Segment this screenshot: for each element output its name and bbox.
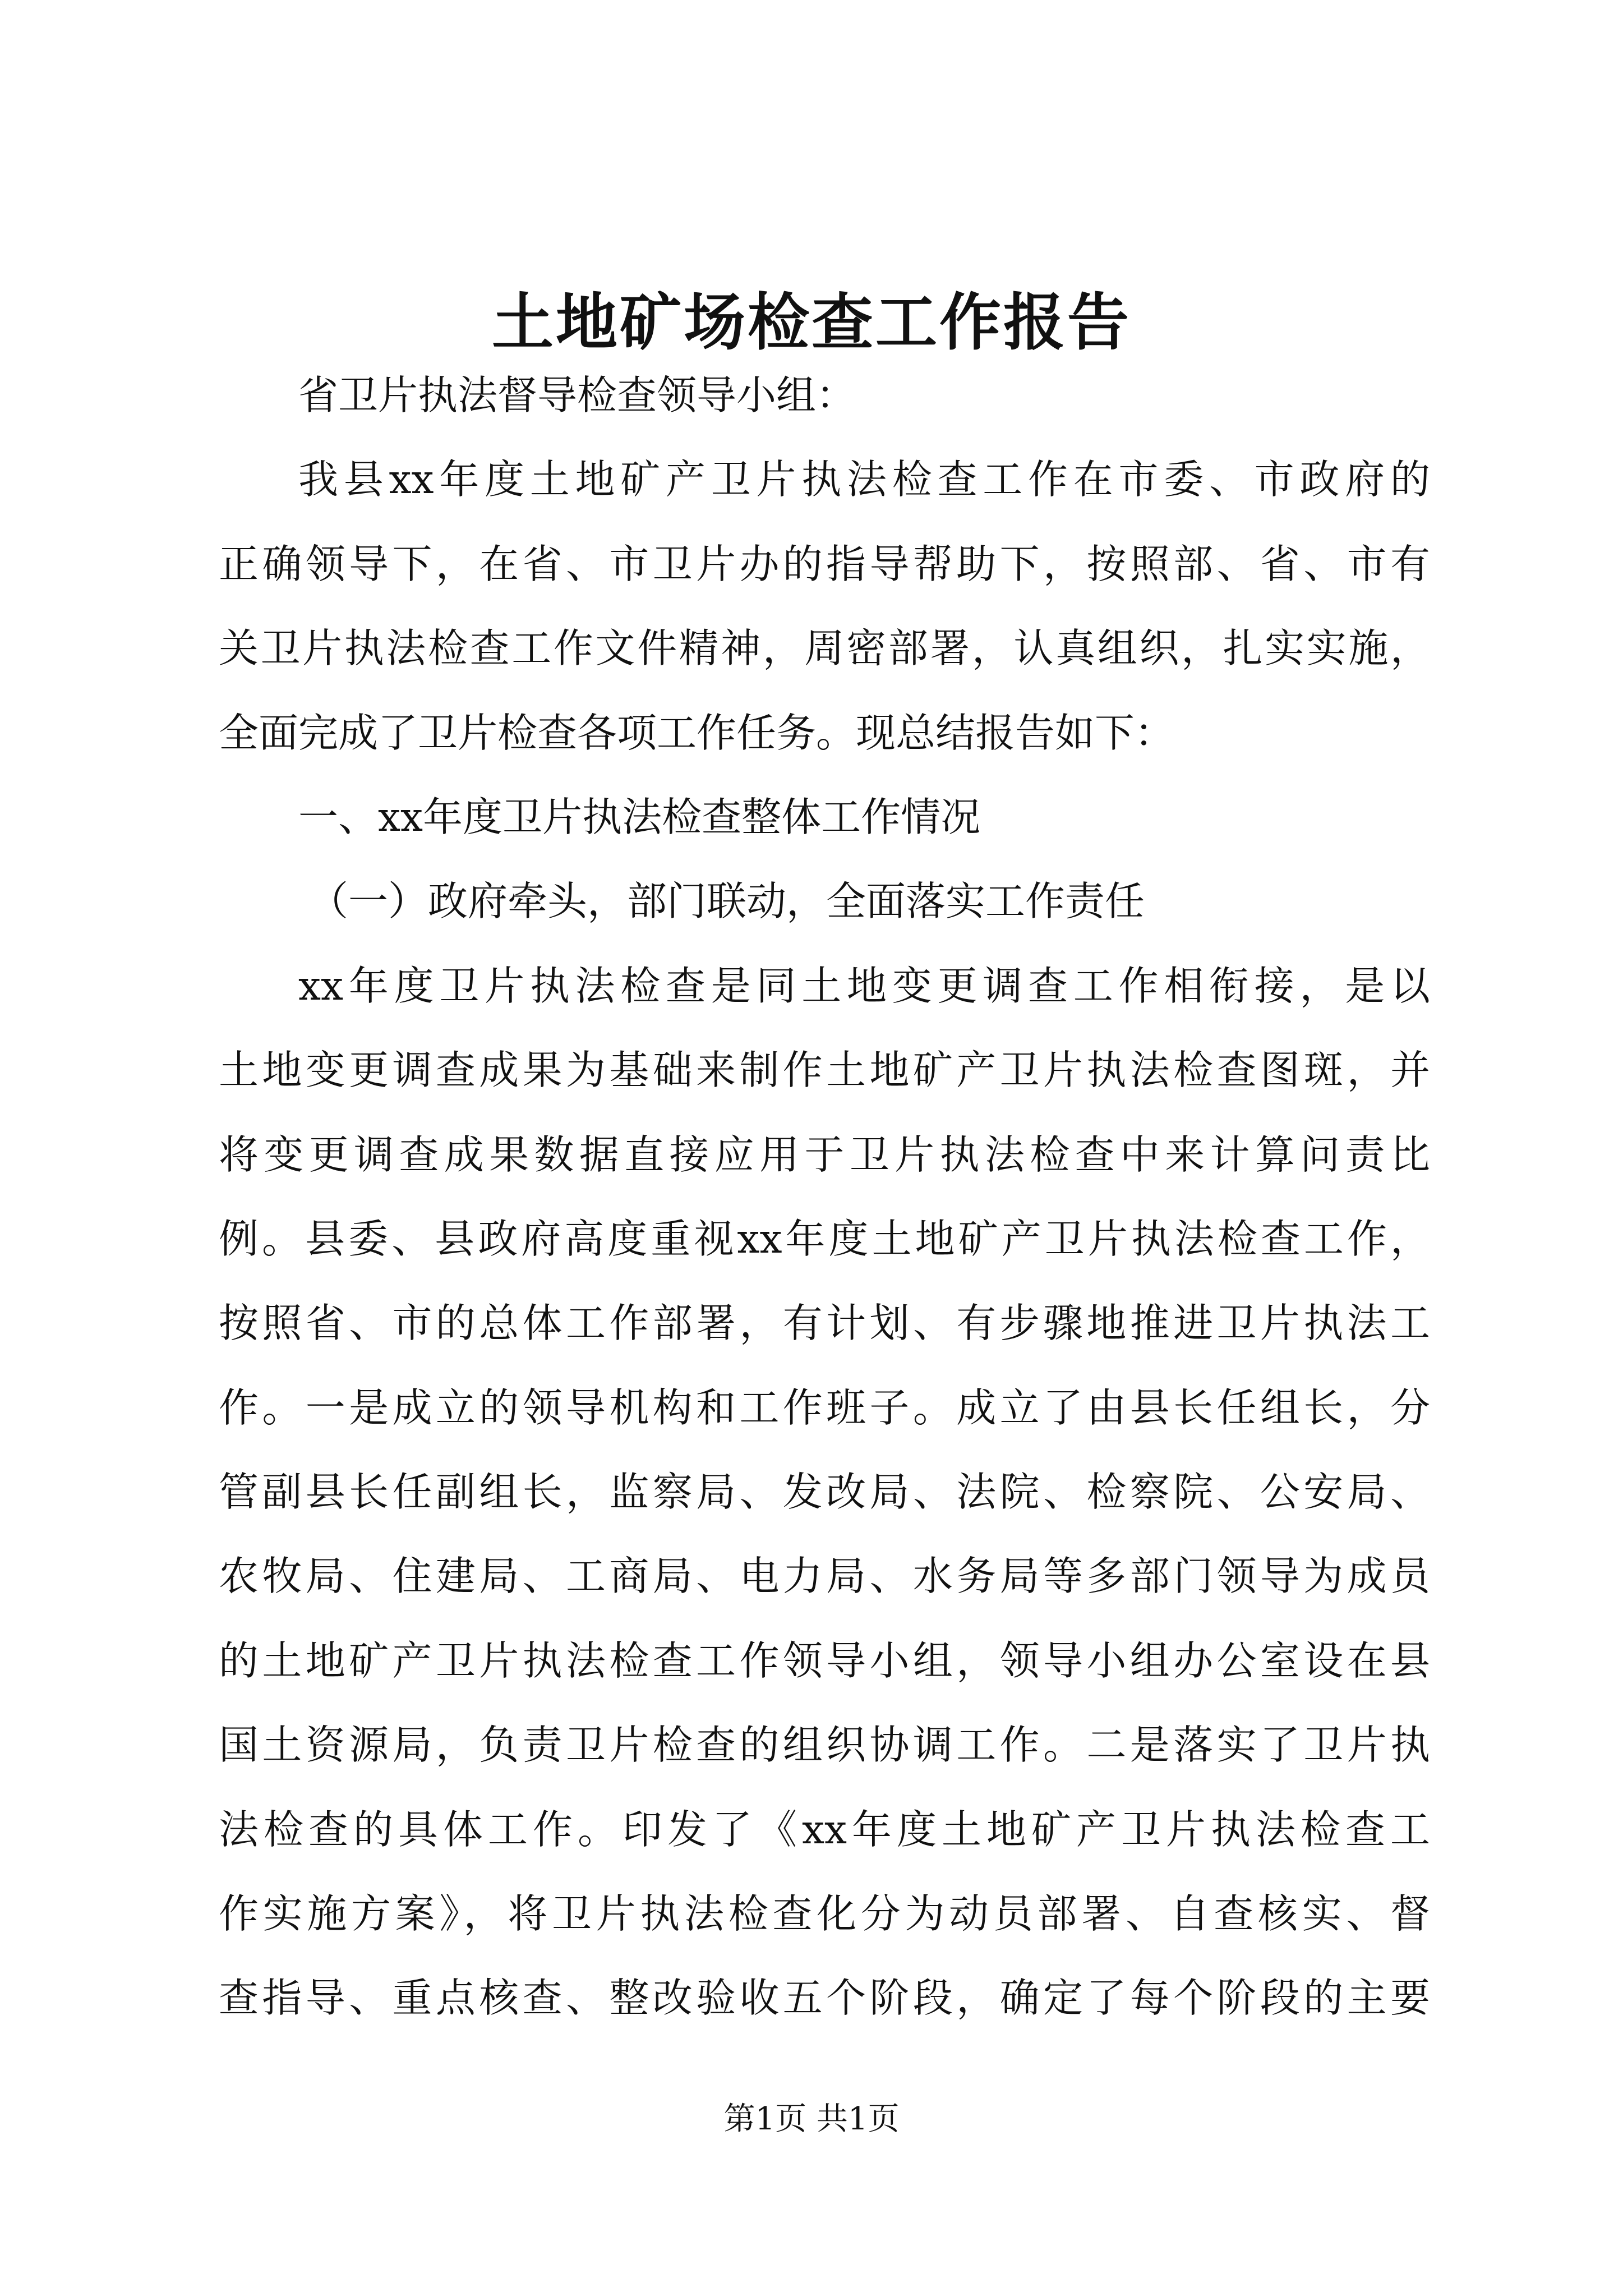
document-title: 土地矿场检查工作报告 (492, 286, 1131, 358)
paragraph-line: 国土资源局，负责卫片检查的组织协调工作。二是落实了卫片执 (219, 1722, 1430, 1769)
paragraph-line: 全面完成了卫片检查各项工作任务。现总结报告如下： (219, 709, 1175, 756)
paragraph-line: 管副县长任副组长，监察局、发改局、法院、检察院、公安局、 (219, 1469, 1430, 1516)
paragraph-line: 例。县委、县政府高度重视xx年度土地矿产卫片执法检查工作， (219, 1215, 1430, 1262)
paragraph-line: 作实施方案》，将卫片执法检查化分为动员部署、自查核实、督 (219, 1890, 1430, 1938)
paragraph-line: 将变更调查成果数据直接应用于卫片执法检查中来计算问责比 (219, 1131, 1430, 1178)
paragraph-line: xx年度卫片执法检查是同土地变更调查工作相衔接，是以 (298, 962, 1430, 1009)
paragraph-line: 按照省、市的总体工作部署，有计划、有步骤地推进卫片执法工 (219, 1300, 1430, 1347)
paragraph-line: 的土地矿产卫片执法检查工作领导小组，领导小组办公室设在县 (219, 1637, 1430, 1684)
page-footer: 第1页 共1页 (723, 2101, 900, 2137)
paragraph-line: 土地变更调查成果为基础来制作土地矿产卫片执法检查图斑，并 (219, 1047, 1430, 1094)
paragraph-line: 查指导、重点核查、整改验收五个阶段，确定了每个阶段的主要 (219, 1975, 1430, 2022)
paragraph-line: 关卫片执法检查工作文件精神，周密部署，认真组织，扎实实施， (219, 625, 1430, 672)
paragraph-line: 法检查的具体工作。印发了《xx年度土地矿产卫片执法检查工 (219, 1806, 1430, 1853)
paragraph-line: 我县xx年度土地矿产卫片执法检查工作在市委、市政府的 (298, 456, 1430, 503)
section-heading: 一、xx年度卫片执法检查整体工作情况 (298, 793, 981, 840)
salutation-line: 省卫片执法督导检查领导小组： (298, 372, 856, 418)
paragraph-line: 正确领导下，在省、市卫片办的指导帮助下，按照部、省、市有 (219, 540, 1430, 587)
subsection-heading: （一）政府牵头，部门联动，全面落实工作责任 (308, 878, 1145, 925)
paragraph-line: 农牧局、住建局、工商局、电力局、水务局等多部门领导为成员 (219, 1553, 1430, 1600)
document-body (219, 353, 1430, 2041)
paragraph-line: 作。一是成立的领导机构和工作班子。成立了由县长任组长，分 (219, 1384, 1430, 1431)
